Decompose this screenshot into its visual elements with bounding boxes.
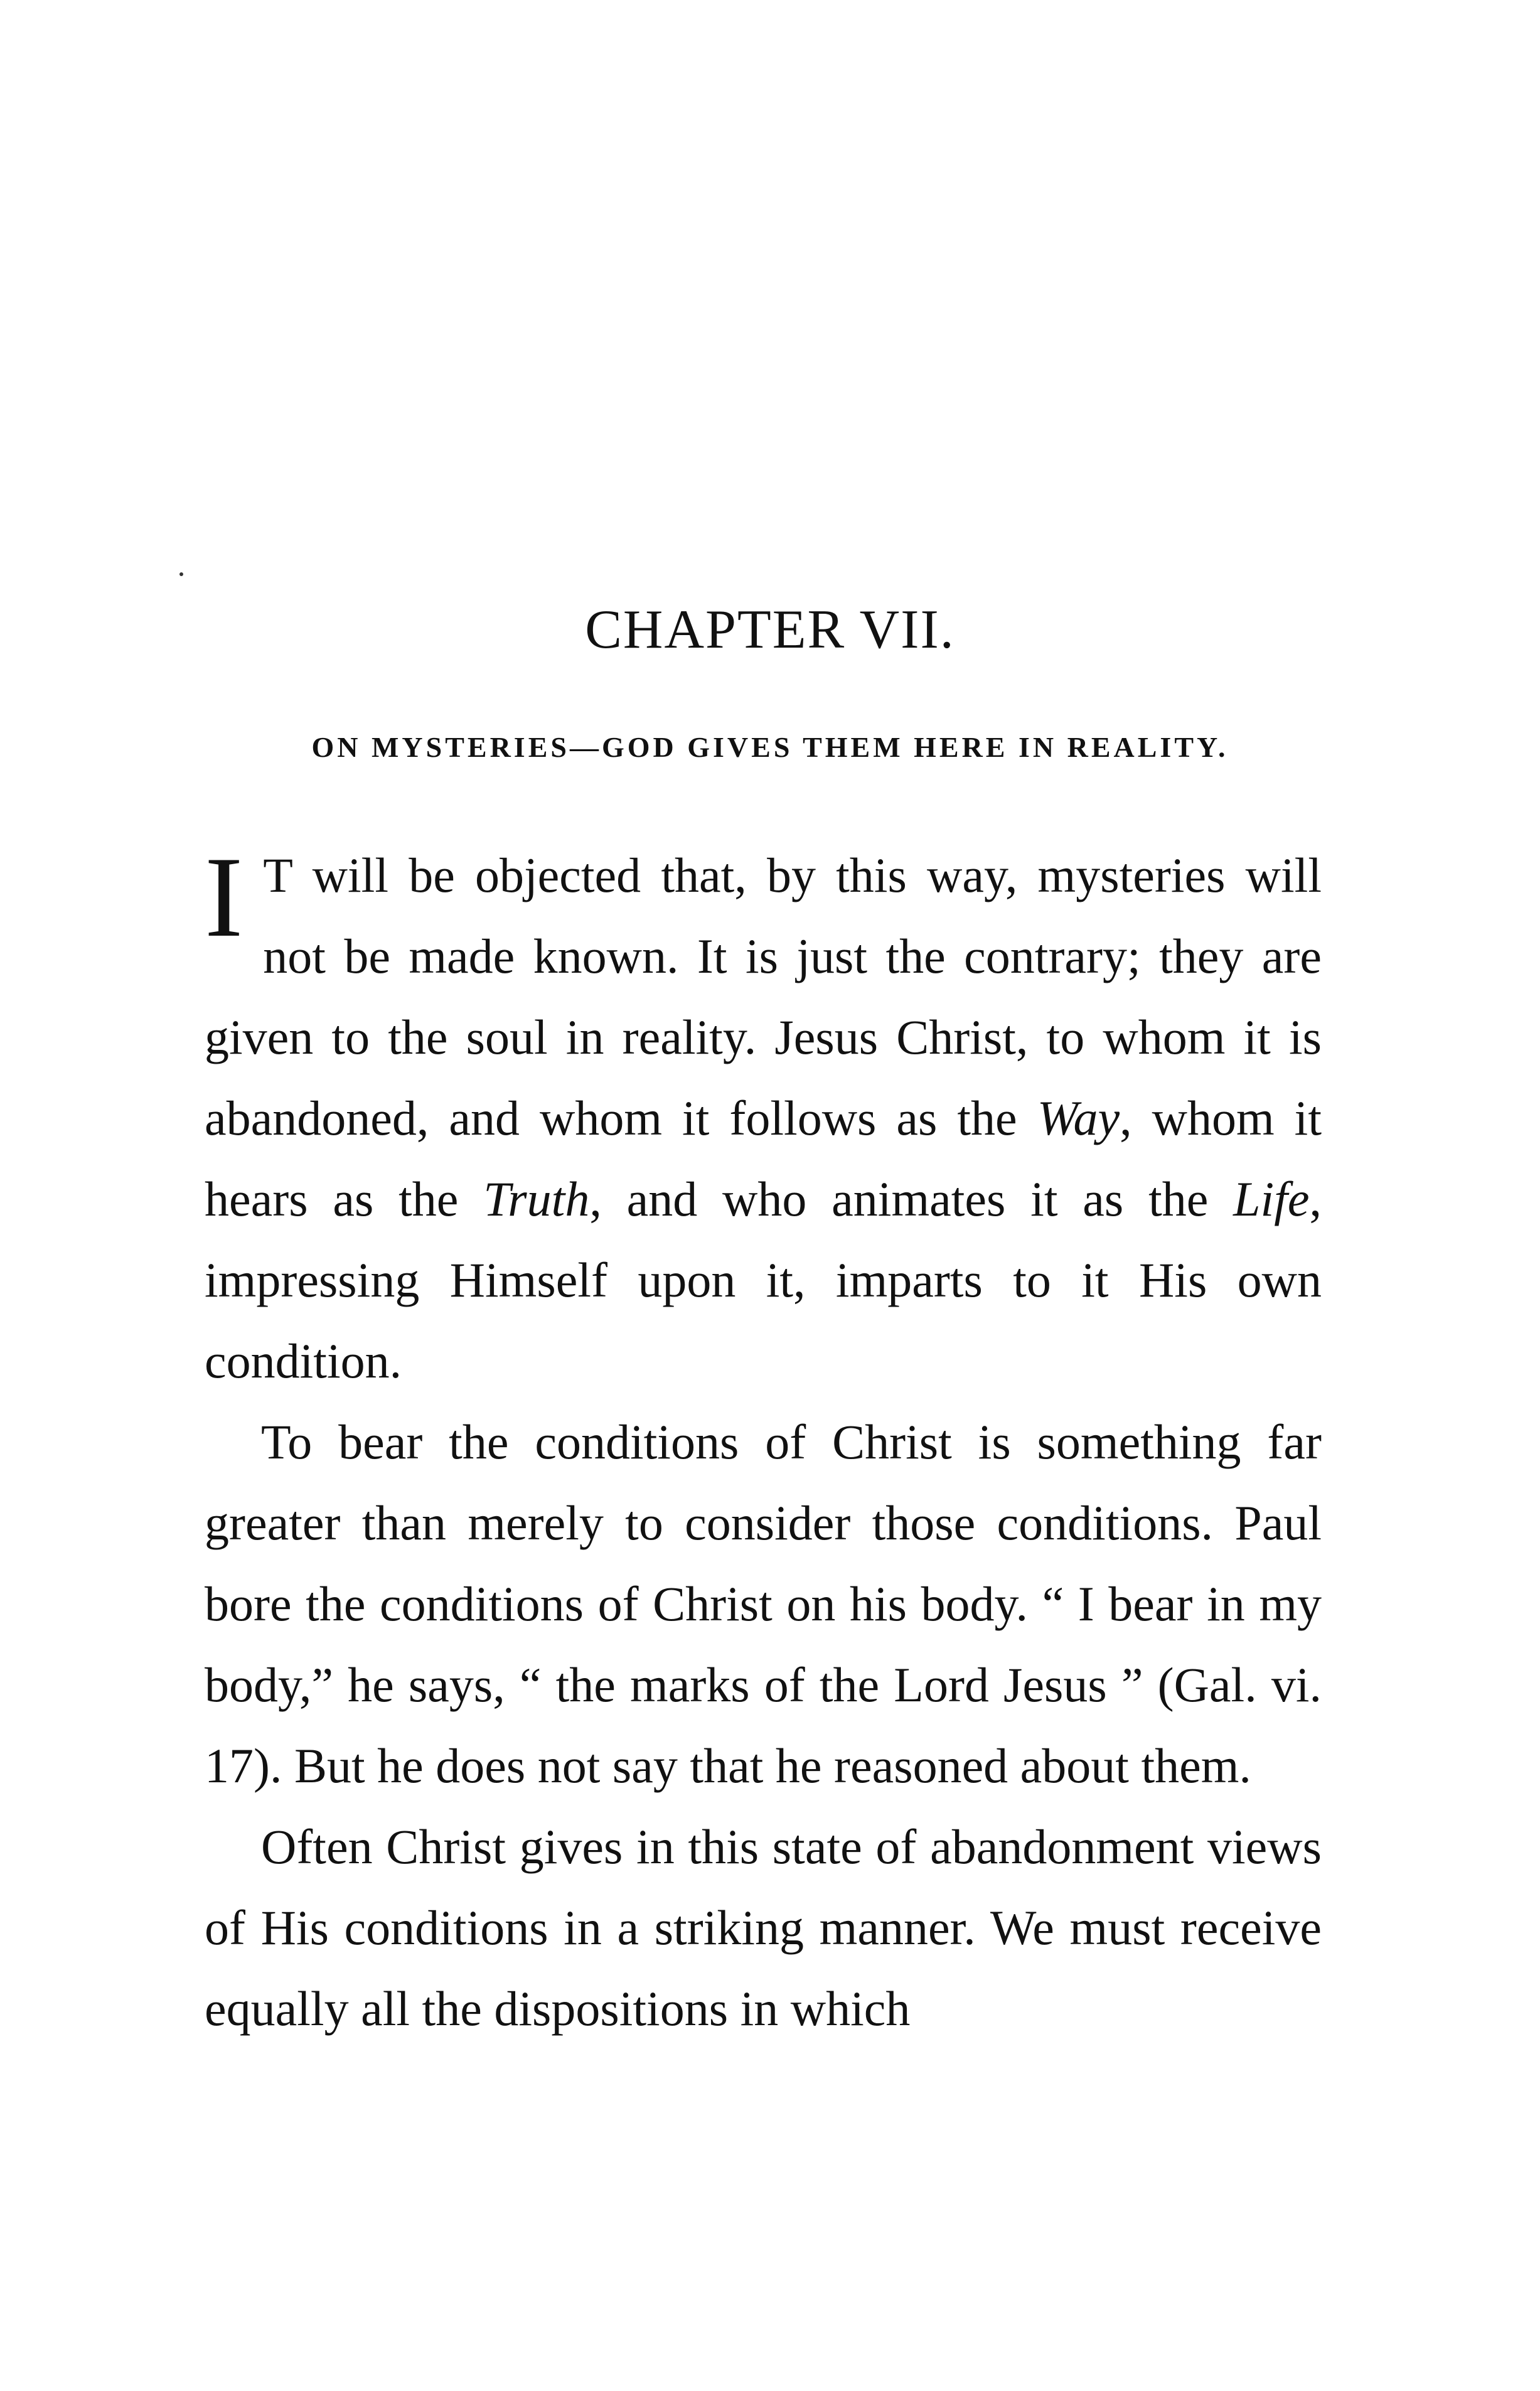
paragraph-3: Often Christ gives in this state of abandonment views of His conditions in a striking manner. We must receive equally all the dispositions in which	[205, 1819, 1322, 2036]
paragraph-1-text-c: , and who animates it as the	[589, 1172, 1234, 1226]
emphasis-life: Life	[1233, 1172, 1310, 1226]
emphasis-way: Way	[1037, 1091, 1120, 1145]
body-text	[205, 835, 1322, 2049]
paragraph-1-text-b: , whom it hears as the	[205, 1091, 1322, 1226]
ink-speck	[179, 572, 183, 576]
drop-cap: I	[205, 833, 243, 961]
chapter-subtitle: ON MYSTERIES—GOD GIVES THEM HERE IN REALITY.	[311, 731, 1229, 763]
paragraph-1-text-d: , impressing Himself upon it, imparts to it His own condition.	[205, 1172, 1322, 1388]
paragraph-1	[205, 835, 1322, 1401]
emphasis-truth: Truth	[483, 1172, 590, 1226]
paragraph-2: To bear the conditions of Christ is something far greater than merely to consider those conditions. Paul bore the conditions of Christ on his body. “ I bear in my body,” he says, “ the marks of the Lord Jesus ” (Gal. vi. 17). But he does not say that he reasoned about them.	[205, 1415, 1322, 1793]
chapter-heading: CHAPTER VII.	[585, 599, 955, 660]
paragraph-1-text-a: T will be objected that, by this way, mysteries will not be made known. It is just the contrary; they are given to the soul in reality. Jesus Christ, to whom it is abandoned, and whom it follows as the	[205, 848, 1322, 1145]
